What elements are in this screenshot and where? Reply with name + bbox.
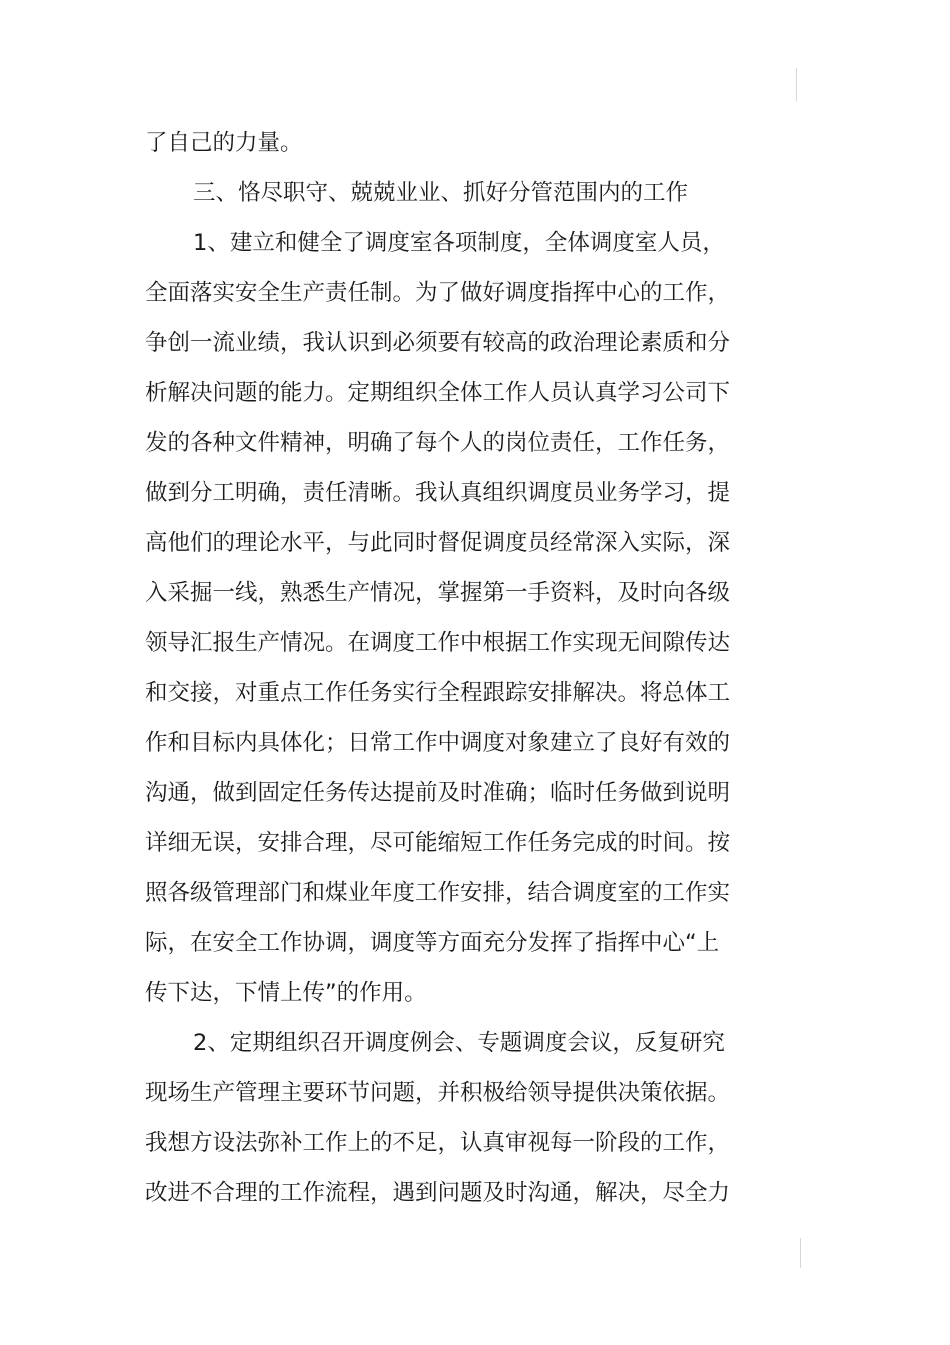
text-line: 领导汇报生产情况。在调度工作中根据工作实现无间隙传达 [145, 630, 731, 656]
text-line: 了自己的力量。 [145, 130, 303, 156]
page-edge-mark-bottom [800, 1238, 801, 1268]
section-heading: 三、恪尽职守、兢兢业业、抓好分管范围内的工作 [193, 180, 689, 206]
text-line: 争创一流业绩，我认识到必须要有较高的政治理论素质和分 [145, 330, 731, 356]
text-line: 入采掘一线，熟悉生产情况，掌握第一手资料，及时向各级 [145, 580, 731, 606]
text-line: 作和目标内具体化；日常工作中调度对象建立了良好有效的 [145, 730, 731, 756]
text-line: 全面落实安全生产责任制。为了做好调度指挥中心的工作， [145, 280, 731, 306]
text-line: 析解决问题的能力。定期组织全体工作人员认真学习公司下 [145, 380, 731, 406]
text-line: 传下达，下情上传”的作用。 [145, 980, 427, 1006]
text-line: 我想方设法弥补工作上的不足，认真审视每一阶段的工作， [145, 1130, 731, 1156]
text-line: 照各级管理部门和煤业年度工作安排，结合调度室的工作实 [145, 880, 731, 906]
text-line: 和交接，对重点工作任务实行全程跟踪安排解决。将总体工 [145, 680, 731, 706]
page-edge-mark-top [796, 68, 797, 102]
text-line: 做到分工明确，责任清晰。我认真组织调度员业务学习，提 [145, 480, 731, 506]
text-line: 改进不合理的工作流程，遇到问题及时沟通，解决，尽全力 [145, 1180, 731, 1206]
text-line: 发的各种文件精神，明确了每个人的岗位责任，工作任务， [145, 430, 731, 456]
text-line: 1、建立和健全了调度室各项制度，全体调度室人员， [193, 230, 725, 256]
text-line: 详细无误，安排合理，尽可能缩短工作任务完成的时间。按 [145, 830, 731, 856]
text-line: 际，在安全工作协调，调度等方面充分发挥了指挥中心“上 [145, 930, 720, 956]
text-line: 现场生产管理主要环节问题，并积极给领导提供决策依据。 [145, 1080, 731, 1106]
text-line: 沟通，做到固定任务传达提前及时准确；临时任务做到说明 [145, 780, 731, 806]
text-line: 2、定期组织召开调度例会、专题调度会议，反复研究 [193, 1030, 725, 1056]
text-line: 高他们的理论水平，与此同时督促调度员经常深入实际，深 [145, 530, 731, 556]
